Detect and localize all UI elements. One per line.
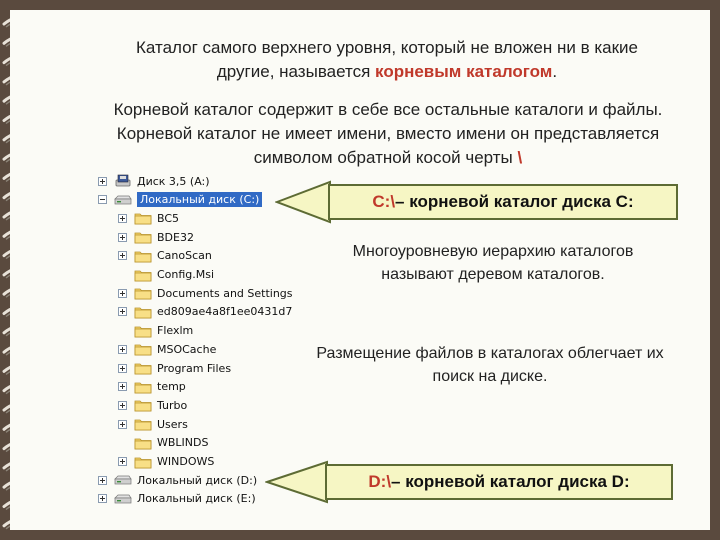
collapse-minus-icon[interactable]: [98, 195, 107, 204]
tree-item[interactable]: [118, 322, 193, 340]
tree-item-label: Локальный диск (E:): [137, 492, 256, 506]
callout-c-box: [328, 184, 678, 220]
tree-item-label: Локальный диск (C:): [137, 192, 262, 207]
tree-item-label: Documents and Settings: [157, 286, 293, 300]
tree-spacer: [118, 270, 127, 279]
folder-icon: [134, 305, 157, 319]
tree-item[interactable]: [118, 247, 212, 265]
tree-item-label: WBLINDS: [157, 436, 209, 450]
tree-item[interactable]: [98, 172, 210, 190]
tree-item-label: CanoScan: [157, 249, 212, 263]
tree-item-label: Config.Msi: [157, 268, 215, 281]
expand-plus-icon[interactable]: [98, 476, 107, 485]
tree-item-label: MSOCache: [157, 342, 217, 356]
folder-icon: [134, 286, 157, 300]
folder-icon: [134, 398, 157, 412]
tree-item-label: Turbo: [157, 398, 188, 412]
tree-item[interactable]: [118, 434, 208, 452]
tree-item-label: BC5: [157, 211, 180, 225]
paragraph2-text: Корневой каталог содержит в себе все остальные каталоги и файлы. Корневой каталог не имеет имени, вместо имени он представляется символом обратной косой черты: [113, 100, 663, 167]
expand-plus-icon[interactable]: [98, 177, 107, 186]
callout-c-drive: C:\: [372, 192, 396, 211]
callout-d-drive: D:\: [368, 472, 392, 491]
tree-item[interactable]: [118, 378, 186, 396]
expand-plus-icon[interactable]: [98, 494, 107, 503]
folder-icon: [134, 230, 157, 244]
tree-item-label: Program Files: [157, 361, 232, 375]
folder-icon: [134, 211, 157, 225]
tree-item-label: Диск 3,5 (A:): [137, 174, 210, 188]
expand-plus-icon[interactable]: [118, 364, 127, 373]
paragraph1-end: .: [552, 62, 558, 81]
tree-item[interactable]: [98, 490, 256, 508]
hard-drive-icon: [114, 492, 137, 506]
tree-item[interactable]: [118, 415, 188, 433]
callout-d-box: [325, 464, 673, 500]
paragraph-root-contents: [88, 98, 688, 170]
tree-item[interactable]: [118, 303, 292, 321]
expand-plus-icon[interactable]: [118, 307, 127, 316]
tree-item[interactable]: [118, 396, 187, 414]
tree-item-label: BDE32: [157, 230, 194, 244]
callout-c-text: – корневой каталог диска C:: [395, 192, 634, 211]
hard-drive-icon: [114, 473, 137, 487]
tree-item[interactable]: [98, 471, 257, 489]
tree-item[interactable]: [118, 453, 214, 471]
tree-item-label: temp: [157, 380, 186, 394]
paragraph1-text: Каталог самого верхнего уровня, который не вложен ни в какие другие, называется: [135, 38, 638, 81]
tree-item-label: WINDOWS: [157, 455, 215, 468]
tree-item-label: Flexlm: [157, 324, 194, 338]
paragraph1-highlight: корневым каталогом: [375, 62, 553, 81]
tree-item[interactable]: [118, 359, 231, 377]
tree-item[interactable]: [118, 266, 214, 284]
paragraph-root-definition: [112, 36, 662, 84]
tree-item[interactable]: [118, 340, 216, 358]
tree-item-label: ed809ae4a8f1ee0431d7: [157, 305, 293, 319]
tree-spacer: [118, 438, 127, 447]
expand-plus-icon[interactable]: [118, 289, 127, 298]
tree-spacer: [118, 326, 127, 335]
tree-item-label: Локальный диск (D:): [137, 473, 258, 487]
expand-plus-icon[interactable]: [118, 251, 127, 260]
folder-icon: [134, 361, 157, 375]
folder-icon: [134, 417, 157, 431]
tree-item-label: Users: [157, 417, 188, 431]
tree-item[interactable]: [118, 228, 194, 246]
tree-item[interactable]: [98, 191, 262, 209]
expand-plus-icon[interactable]: [118, 457, 127, 466]
hard-drive-icon: [114, 193, 137, 207]
folder-icon: [134, 342, 157, 356]
paragraph2-backslash: \: [517, 148, 523, 167]
note-file-placement: Размещение файлов в каталогах облегчает их поиск на диске.: [316, 345, 664, 385]
callout-d-text: – корневой каталог диска D:: [391, 472, 630, 491]
expand-plus-icon[interactable]: [118, 214, 127, 223]
folder-icon: [134, 436, 157, 450]
tree-item[interactable]: [118, 209, 179, 227]
expand-plus-icon[interactable]: [118, 382, 127, 391]
folder-icon: [134, 455, 157, 469]
floppy-drive-icon: [114, 174, 137, 188]
tree-item[interactable]: [118, 284, 293, 302]
expand-plus-icon[interactable]: [118, 420, 127, 429]
expand-plus-icon[interactable]: [118, 233, 127, 242]
note-tree-hierarchy: Многоуровневую иерархию каталогов называют деревом каталогов.: [352, 243, 634, 283]
expand-plus-icon[interactable]: [118, 401, 127, 410]
expand-plus-icon[interactable]: [118, 345, 127, 354]
folder-icon: [134, 324, 157, 338]
folder-icon: [134, 249, 157, 263]
folder-icon: [134, 380, 157, 394]
folder-icon: [134, 268, 157, 282]
